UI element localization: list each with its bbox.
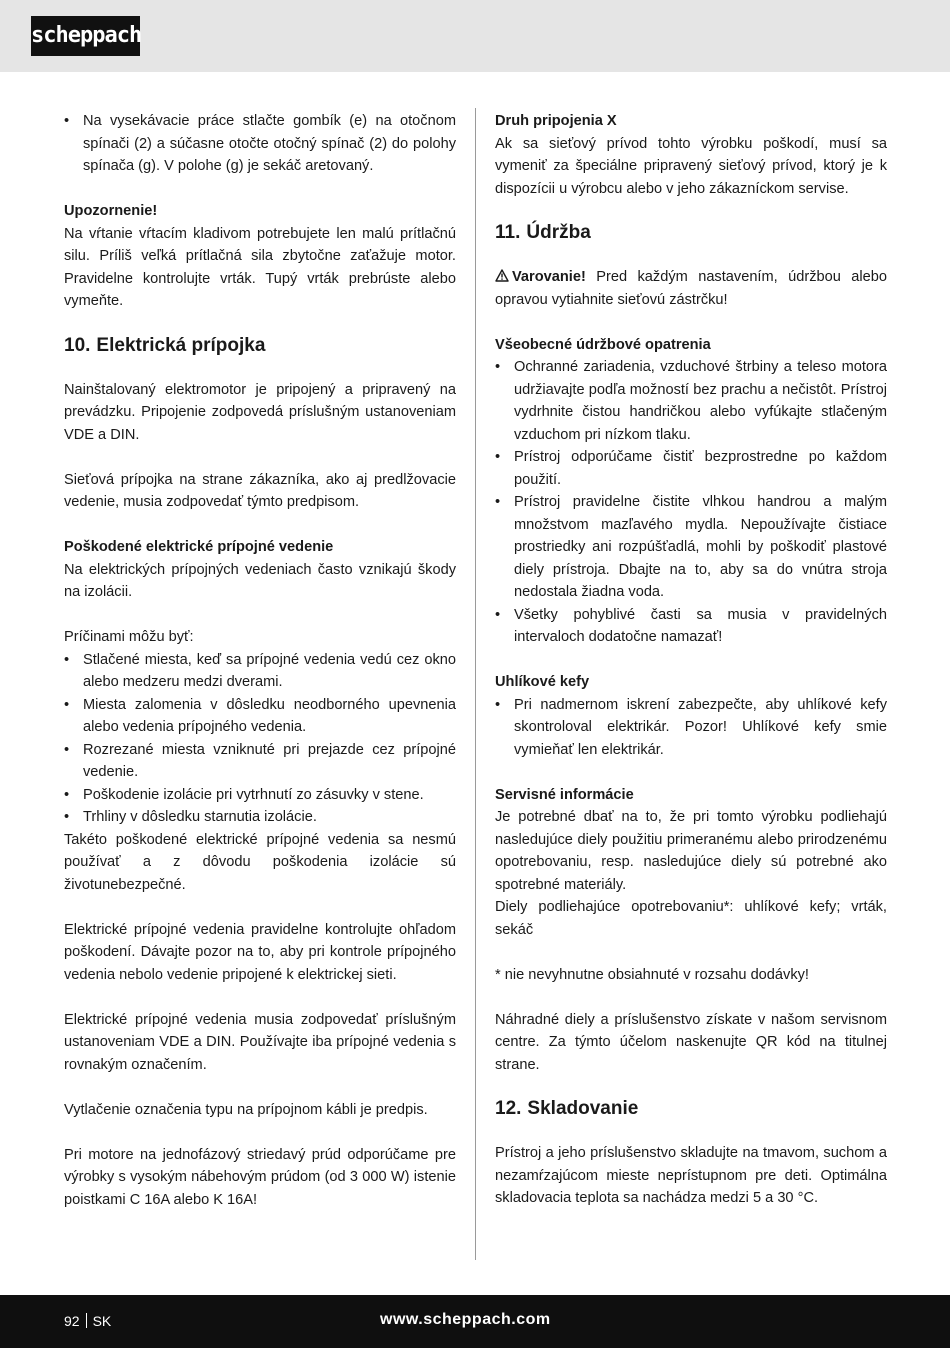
section-title: Elektrická prípojka [96,334,266,356]
list-item: • Stlačené miesta, keď sa prípojné vedenia vedú cez okno alebo medzeru medzi dverami. [64,649,456,694]
carbon-brushes-list [495,694,887,762]
section-12-heading [495,1096,887,1122]
paragraph: Je potrebné dbať na to, že pri tomto výrobku podliehajú nasledujúce diely použitiu primeranému alebo prirodzenému opotrebovaniu, resp. nasledujúce diely sú potrebné ako spotrebné materiály. [495,809,887,893]
list-item: • Prístroj odporúčame čistiť bezprostredne po každom použití. [495,446,887,491]
subsection-title: Poškodené elektrické prípojné vedenie [64,539,334,555]
list-item: • Poškodenie izolácie pri vytrhnutí zo zásuvky v stene. [64,784,456,807]
page-number: 92 [64,1313,80,1329]
footnote: * nie nevyhnutne obsiahnuté v rozsahu dodávky! [495,966,809,983]
warning-label: Varovanie! [512,269,586,285]
paragraph: Vytlačenie označenia typu na prípojnom kábli je predpis. [64,1101,428,1118]
paragraph: Nainštalovaný elektromotor je pripojený a pripravený na prevádzku. Pripojenie zodpovedá príslušným ustanoveniam VDE a DIN. [64,381,456,443]
paragraph: Ak sa sieťový prívod tohto výrobku poškodí, musí sa vymeniť za špeciálne pripravený sieťový prívod, ktorý je k dispozícii u výrobcu alebo v jeho zákazníckom servise. [495,135,887,197]
column-divider [475,108,476,1260]
list-item: • Pri nadmernom iskrení zabezpečte, aby uhlíkové kefy skontroloval elektrikár. Pozor! Uhlíkové kefy smie vymieňať len elektrikár. [495,694,887,762]
paragraph: Diely podliehajúce opotrebovaniu*: uhlíkové kefy; vrták, sekáč [495,899,887,938]
paragraph: Náhradné diely a príslušenstvo získate v našom servisnom centre. Za týmto účelom naskenujte QR kód na titulnej strane. [495,1011,887,1073]
section-title: Skladovanie [527,1098,639,1119]
right-column [495,110,887,1210]
notice-title: Upozornenie! [64,203,158,219]
section-11-heading [495,220,887,246]
paragraph: Na elektrických prípojných vedeniach často vznikajú škody na izolácii. [64,561,456,600]
warning-text: Pred každým nastavením, údržbou alebo opravou vytiahnite sieťovú zástrčku! [495,269,887,308]
warning-triangle-icon [495,269,509,282]
list-item: • Trhliny v dôsledku starnutia izolácie. [64,806,456,829]
language-code: SK [92,1313,112,1329]
paragraph: Sieťová prípojka na strane zákazníka, ako aj predlžovacie vedenie, musia zodpovedať týmto predpisom. [64,471,456,510]
subsection-title: Všeobecné údržbové opatrenia [495,336,711,353]
left-column [64,110,456,1211]
paragraph: Takéto poškodené elektrické prípojné vedenia sa nesmú používať a z dôvodu poškodenia izolácie sú životunebezpečné. [64,831,456,893]
page-info [64,1311,111,1331]
subsection-title: Servisné informácie [495,786,634,803]
section-10-heading [64,333,456,359]
general-maintenance-list [495,356,887,649]
brand-logo: scheppach [31,16,140,56]
paragraph: Príčinami môžu byť: [64,629,194,645]
section-title: Údržba [526,222,591,243]
list-item: • Na vysekávacie práce stlačte gombík (e) na otočnom spínači (2) a súčasne otočte otočný spínač (2) do polohy spínača (g). V polohe (g) je sekáč aretovaný. [64,110,456,178]
paragraph: Pri motore na jednofázový striedavý prúd odporúčame pre výrobky s vysokým nábehovým prúdom (od 3 000 W) istenie poistkami C 16A alebo K 16A! [64,1146,456,1208]
list-item: • Miesta zalomenia v dôsledku neodborného upevnenia alebo vedenia prípojného vedenia. [64,694,456,739]
subsection-title: Uhlíkové kefy [495,674,590,690]
list-item: • Ochranné zariadenia, vzduchové štrbiny a teleso motora udržiavajte podľa možností bez prachu a nečistôt. Prístroj vydrhnite čistou handričkou alebo vyfúkajte stlačeným vzduchom pri nízkom tlaku. [495,356,887,446]
section-number: 11. [495,222,521,243]
section-number: 12. [495,1098,522,1119]
separator [86,1313,87,1328]
list-item: • Všetky pohyblivé časti sa musia v pravidelných intervaloch dodatočne namazať! [495,604,887,649]
list-item: • Rozrezané miesta vzniknuté pri prejazde cez prípojné vedenie. [64,739,456,784]
paragraph: Elektrické prípojné vedenia pravidelne kontrolujte ohľadom poškodení. Dávajte pozor na to, aby pri kontrole prípojného vedenia nebolo vedenie pripojené k elektrickej sieti. [64,921,456,983]
section-number: 10. [64,334,91,356]
paragraph: Elektrické prípojné vedenia musia zodpovedať príslušným ustanoveniam VDE a DIN. Používajte iba prípojné vedenia s rovnakým označením. [64,1011,456,1073]
notice-text: Na vŕtanie vŕtacím kladivom potrebujete len malú prítlačnú silu. Príliš veľká prítlačná sila zbytočne zaťažuje motor. Pravidelne kontrolujte vrták. Tupý vrták prebrúste alebo vymeňte. [64,225,456,309]
list-item: • Prístroj pravidelne čistite vlhkou handrou a malým množstvom mazľavého mydla. Nepoužívajte čistiace prostriedky ani rozpúšťadlá, mohli by poškodiť plastové diely prístroja. Dbajte na to, aby sa do vnútra stroja nedostala žiadna voda. [495,491,887,604]
page-footer [0,1295,950,1348]
causes-list [64,649,456,829]
paragraph: Prístroj a jeho príslušenstvo skladujte na tmavom, suchom a nezamŕzajúcom mieste neprístupnom pre deti. Optimálna skladovacia teplota sa nachádza medzi 5 a 30 °C. [495,1145,887,1206]
website-link[interactable]: www.scheppach.com [380,1311,551,1328]
page-header [0,0,950,72]
subsection-title: Druh pripojenia X [495,113,617,129]
warning-paragraph [495,266,887,311]
intro-bullet-list [64,110,456,178]
